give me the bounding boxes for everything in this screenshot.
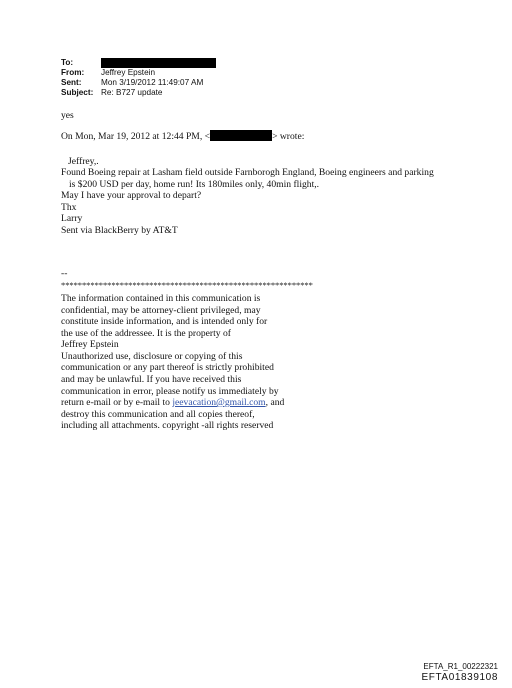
- quote-line-4: Thx: [61, 202, 77, 213]
- subject-label: Subject:: [61, 88, 94, 97]
- from-value: Jeffrey Epstein: [101, 68, 156, 77]
- signature-dash: --: [61, 268, 68, 279]
- quote-line-3: May I have your approval to depart?: [61, 190, 202, 201]
- quote-greeting: Jeffrey,.: [68, 156, 99, 167]
- quote-line-1: Found Boeing repair at Lasham field outside Farnborogh England, Boeing engineers and parking: [61, 167, 434, 178]
- disclaimer-line-12: including all attachments. copyright -all rights reserved: [61, 420, 274, 431]
- quote-line-5: Larry: [61, 213, 83, 224]
- email-header: [61, 58, 216, 98]
- to-redaction: [101, 58, 216, 68]
- disclaimer-line-5: Jeffrey Epstein: [61, 339, 119, 350]
- subject-row: [61, 88, 216, 98]
- disclaimer-line-10: [61, 397, 284, 409]
- quote-line-6: Sent via BlackBerry by AT&T: [61, 225, 178, 236]
- quote-intro: [61, 130, 304, 143]
- reply-text: yes: [61, 110, 74, 121]
- quote-line-2: is $200 USD per day, home run! Its 180miles only, 40min flight,.: [69, 179, 320, 190]
- to-label: To:: [61, 58, 74, 67]
- disclaimer-line-10-suffix: , and: [265, 397, 285, 408]
- star-divider: ************************************************************: [61, 280, 313, 290]
- disclaimer-line-2: confidential, may be attorney-client privileged, may: [61, 305, 261, 316]
- footer-ref-1: EFTA_R1_00222321: [423, 662, 498, 671]
- disclaimer-line-6: Unauthorized use, disclosure or copying of this: [61, 351, 243, 362]
- disclaimer-line-8: and may be unlawful. If you have received this: [61, 374, 242, 385]
- disclaimer-line-11: destroy this communication and all copies thereof,: [61, 409, 255, 420]
- sender-redaction: [210, 130, 272, 141]
- quote-intro-prefix: On Mon, Mar 19, 2012 at 12:44 PM, <: [61, 131, 211, 142]
- sent-value: Mon 3/19/2012 11:49:07 AM: [101, 78, 204, 87]
- to-row: [61, 58, 216, 68]
- from-row: [61, 68, 216, 78]
- disclaimer-line-10-prefix: return e-mail or by e-mail to: [61, 397, 173, 408]
- from-label: From:: [61, 68, 85, 77]
- disclaimer-line-3: constitute inside information, and is intended only for: [61, 316, 268, 327]
- disclaimer-line-7: communication or any part thereof is strictly prohibited: [61, 362, 274, 373]
- footer-ref-2: EFTA01839108: [421, 672, 498, 683]
- email-link[interactable]: jeevacation@gmail.com: [172, 397, 266, 408]
- disclaimer-line-4: the use of the addressee. It is the property of: [61, 328, 231, 339]
- disclaimer-line-9: communication in error, please notify us immediately by: [61, 386, 279, 397]
- disclaimer-line-1: The information contained in this communication is: [61, 293, 261, 304]
- sent-row: [61, 78, 216, 88]
- quote-intro-suffix: > wrote:: [272, 131, 305, 142]
- sent-label: Sent:: [61, 78, 82, 87]
- subject-value: Re: B727 update: [101, 88, 163, 97]
